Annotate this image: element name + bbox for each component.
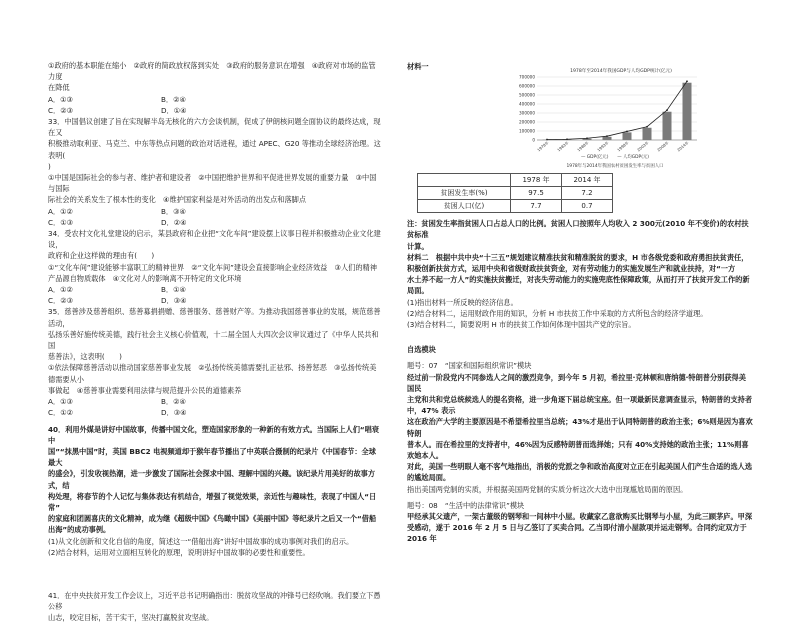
t07-title: 题号：07 “国家和国际组织常识”模块 xyxy=(407,360,753,371)
t07-line-5: 对此，美国一些明眼人毫不客气地指出，消极的党派之争和政治高度对立正在引起美国人们产生合适的选人选的尴尬局面。 xyxy=(407,461,753,483)
gdp-chart xyxy=(503,66,703,171)
choice-c: C．①③ xyxy=(48,217,161,228)
x-tick-label: 1988年 xyxy=(576,140,590,153)
t07-line-2: 主党和共和党总统候选人的提名资格，进一步角逐下届总统宝座。但一项最新民意调查显示，特朗普的支持者中，47% 表示 xyxy=(407,394,753,416)
table-cell: 7.7 xyxy=(511,200,562,213)
q33-stem-2: 积极推动取利亚、马克兰、中东等热点问题的政治对话进程，通过 APEC、G20 等推动全球经济治理。这表明( xyxy=(48,138,382,160)
note-line-2: 计算。 xyxy=(407,241,753,252)
material1-title: 材料一 xyxy=(407,61,753,72)
q34-stem-2: 政府和企业这样做的理由有( ) xyxy=(48,250,382,261)
choice-b: B．③④ xyxy=(161,206,274,217)
per-capita-point xyxy=(646,126,648,128)
y-tick-label: 700000 xyxy=(519,75,535,80)
y-tick-label: 400000 xyxy=(519,102,535,107)
material2-line-4: 局面。 xyxy=(407,285,753,296)
chart-note: 1978年与2014年我国农村贫困发生率与贫困人口 xyxy=(567,162,664,169)
material2-line-3: 水土养不起一方人”的实施扶贫搬迁，对丧失劳动能力的实施兜底性保障政策，从而打开了扶贫开发工作的新 xyxy=(407,274,753,285)
choice-a: A．①③ xyxy=(48,94,161,105)
q35-stem-2: 弘扬乐善好施传统美德，践行社会主义核心价值观，十二届全国人大四次会议审议通过了《中华人民共和国 xyxy=(48,329,382,351)
q32-options-line: ①政府的基本职能在缩小 ②政府的简政放权落到实处 ③政府的服务意识在增强 ④政府对市场的监管力度 xyxy=(48,60,382,82)
q35-choices-row2 xyxy=(48,407,382,418)
x-tick-label: 1993年 xyxy=(596,140,610,153)
choice-d: D．③④ xyxy=(161,407,274,418)
t07-question: 指出美国两党制的实质，并根据美国两党制的实质分析这次大选中出现尴尬局面的原因。 xyxy=(407,484,753,495)
poverty-table xyxy=(417,173,613,213)
t07-line-4: 普本人。而在希拉里的支持者中，46%因为反感特朗普而选择她；只有 40%支持她的政治主张；11%则喜欢她本人。 xyxy=(407,439,753,461)
sub-question-2: (2)结合材料二，运用财政作用的知识，分析 H 市扶贫工作中采取的方式所包含的经济学道理。 xyxy=(407,308,753,319)
y-tick-label: 300000 xyxy=(519,111,535,116)
x-tick-label: 1983年 xyxy=(556,140,570,153)
q33-stem-1: 33．中国倡议创建了旨在实现解半岛无核化的六方会谈机制，促成了伊朗核问题全面协议的最终达成，现在又 xyxy=(48,116,382,138)
q40-sub-1: (1)从文化创新和文化自信的角度，简述这一“借船出海”讲好中国故事的成功事例对我们的启示。 xyxy=(48,536,382,547)
choice-b: B．②④ xyxy=(161,94,274,105)
elective-heading: 自选模块 xyxy=(407,344,753,355)
q33-opts-1: ①中国是国际社会的参与者、维护者和建设者 ②中国把维护世界和平促进世界发展的重要力量 ③中国与国际 xyxy=(48,172,382,194)
choice-b: B．②④ xyxy=(161,396,274,407)
q40-line-2: 国”“抹黑中国”时，英国 BBC2 电视频道却于猴年春节播出了中英联合摄制的纪录片《中国春节：全球最大 xyxy=(48,446,382,468)
chart-title: 1978年至2014年我国GDP与人均GDP统计(亿元) xyxy=(570,67,672,74)
note-line-1: 注：贫困发生率指贫困人口占总人口的比例。贫困人口按照年人均收入 2 300元(2010 年不变价)的农村扶贫标准 xyxy=(407,218,753,240)
table-row xyxy=(418,200,613,213)
q40-line-5: 的家庭和团圆喜庆的文化精神，成为继《超级中国》《鸟瞰中国》《美丽中国》等纪录片之后又一个“借船 xyxy=(48,513,382,524)
choice-c: C．②③ xyxy=(48,295,161,306)
table-cell: 贫困发生率(%) xyxy=(418,187,511,200)
gdp-bar xyxy=(623,133,632,141)
y-tick-label: 500000 xyxy=(519,93,535,98)
x-tick-label: 2008年 xyxy=(656,140,670,153)
y-tick-label: 100000 xyxy=(519,129,535,134)
q34-stem-1: 34．受农村文化礼堂建设的启示，某县政府和企业把“文化车间”建设摆上议事日程并积极推动企业文化建设， xyxy=(48,228,382,250)
x-tick-label: 2003年 xyxy=(636,140,650,153)
choice-a: A．①② xyxy=(48,284,161,295)
table-cell: 1978 年 xyxy=(511,174,562,187)
q35-opts-1: ①依法保障慈善活动以推动国家慈善事业发展 ②弘扬传统美德需要扎正祛邪、扬善惩恶 ③弘扬传统美德需要从小 xyxy=(48,362,382,384)
left-column xyxy=(48,60,382,624)
q33-stem-3: ) xyxy=(48,161,382,172)
chart-x-ticks xyxy=(536,140,690,153)
x-tick-label: 1978年 xyxy=(536,140,550,153)
choice-a: A．①② xyxy=(48,206,161,217)
table-cell: 7.2 xyxy=(562,187,613,200)
material2-line-1: 材料二 根据中共中央“十三五”规划建议精准扶贫和精准脱贫的要求，H 市各级党委和政府勇担扶贫责任， xyxy=(407,252,753,263)
per-capita-point xyxy=(666,109,668,111)
chart-grid xyxy=(537,77,697,140)
table-cell: 贫困人口(亿) xyxy=(418,200,511,213)
y-tick-label: 200000 xyxy=(519,120,535,125)
t08-title: 题号：08 “生活中的法律常识”模块 xyxy=(407,500,753,511)
per-capita-point xyxy=(686,81,688,83)
q41-line-2: 山志，咬定目标，苦干实干，坚决打赢脱贫攻坚战。 xyxy=(48,612,382,623)
choice-d: D．①④ xyxy=(161,105,274,116)
q32-options-tail: 在降低 xyxy=(48,82,382,93)
q35-stem-1: 35．慈善涉及慈善组织、慈善募捐捐赠、慈善服务、慈善财产等。为推动我国慈善事业的发展，规范慈善活动， xyxy=(48,306,382,328)
q34-choices-row1 xyxy=(48,284,382,295)
q40-line-6: 出海”的成功事例。 xyxy=(48,524,382,535)
chart-legend: — GDP(亿元) — 人均GDP(元) xyxy=(581,153,649,160)
choice-d: D．③④ xyxy=(161,295,274,306)
table-header-row xyxy=(418,174,613,187)
table-row xyxy=(418,187,613,200)
material2-line-2: 积极创新扶贫方式，运用中央和省级财政扶贫资金，对有劳动能力的实施发展生产和就业扶持，对“一方 xyxy=(407,263,753,274)
q40-sub-2: (2)结合材料，运用对立面相互转化的原理，说明讲好中国故事的必要性和重要性。 xyxy=(48,547,382,558)
per-capita-point xyxy=(566,139,568,141)
q33-choices-row2 xyxy=(48,217,382,228)
per-capita-point xyxy=(606,135,608,137)
gdp-bar xyxy=(683,83,692,140)
sub-question-3: (3)结合材料二，简要说明 H 市的扶贫工作如何体现中国共产党的宗旨。 xyxy=(407,319,753,330)
choice-b: B．①④ xyxy=(161,284,274,295)
gdp-chart-svg xyxy=(503,66,703,171)
q35-choices-row1 xyxy=(48,396,382,407)
sub-question-1: (1)指出材料一所反映的经济信息。 xyxy=(407,297,753,308)
t07-line-3: 这在政治产大学的主要原因是不希望希拉里当总统；43%才是出于认同特朗普的政治主张；6%则是因为喜欢特朗 xyxy=(407,416,753,438)
q41-line-1: 41．在中央扶贫开发工作会议上，习近平总书记明确指出：脱贫攻坚战的冲锋号已经吹响。我们要立下愚公移 xyxy=(48,590,382,612)
table-cell: 2014 年 xyxy=(562,174,613,187)
q32-choices-row1 xyxy=(48,94,382,105)
q40-line-4: 构处理，将春节的个人记忆与集体表达有机结合，增强了视觉效果，亲近性与趣味性，表现了中国人“日常” xyxy=(48,491,382,513)
table-cell: 0.7 xyxy=(562,200,613,213)
t08-line-2: 受感动，遂于 2016 年 2 月 5 日与乙签订了买卖合同。乙当即付清小屋款项并运走钢琴。合同约定双方于 2016 年 xyxy=(407,522,753,544)
q34-opts-1: ①“文化车间”建设能够丰富职工的精神世界 ②“文化车间”建设会直接影响企业经济效益 ③人们的精神 xyxy=(48,262,382,273)
y-tick-label: 0 xyxy=(532,138,535,143)
right-column xyxy=(407,60,753,545)
per-capita-point xyxy=(626,131,628,133)
q34-choices-row2 xyxy=(48,295,382,306)
x-tick-label: 1998年 xyxy=(616,140,630,153)
chart-y-ticks xyxy=(519,75,535,143)
q32-choices-row2 xyxy=(48,105,382,116)
q40-line-1: 40．利用外媒是讲好中国故事，传播中国文化，塑造国家形象的一种新的有效方式。当国际上人们“唱衰中 xyxy=(48,424,382,446)
gdp-bar xyxy=(663,112,672,140)
t08-line-1: 甲经承其父遗产，一架古董级的钢琴和一间林中小屋。收藏家乙意欲购买比钢琴与小屋，为此三顾茅庐。甲深 xyxy=(407,511,753,522)
q35-opts-2: 事做起 ④慈善事业需要利用法律与规范提升公民的道德素养 xyxy=(48,385,382,396)
choice-a: A．①③ xyxy=(48,396,161,407)
y-tick-label: 600000 xyxy=(519,84,535,89)
q33-choices-row1 xyxy=(48,206,382,217)
choice-d: D．②④ xyxy=(161,217,274,228)
t07-line-1: 经过前一阶段党内不同参选人之间的激烈竞争，到今年 5 月初，希拉里·克林顿和唐纳德·特朗普分别获得美国民 xyxy=(407,372,753,394)
gdp-bar xyxy=(643,128,652,140)
per-capita-point xyxy=(586,138,588,140)
gdp-bar xyxy=(603,137,612,140)
choice-c: C．②③ xyxy=(48,105,161,116)
q33-opts-2: 际社会的关系发生了根本性的变化 ④维护国家利益是对外活动的出发点和落脚点 xyxy=(48,194,382,205)
q35-stem-3: 慈善法》，这表明( ) xyxy=(48,351,382,362)
x-tick-label: 2014年 xyxy=(676,140,690,153)
q34-opts-2: 产品源自物质载体 ④文化对人的影响离不开特定的文化环境 xyxy=(48,273,382,284)
table-cell: 97.5 xyxy=(511,187,562,200)
q40-line-3: 的盛会》，引发收视热潮，进一步激发了国际社会探求中国、理解中国的兴趣。该纪录片用美好的故事方式，结 xyxy=(48,468,382,490)
per-capita-point xyxy=(546,139,548,141)
table-cell xyxy=(418,174,511,187)
gdp-bars xyxy=(543,83,692,140)
choice-c: C．①② xyxy=(48,407,161,418)
